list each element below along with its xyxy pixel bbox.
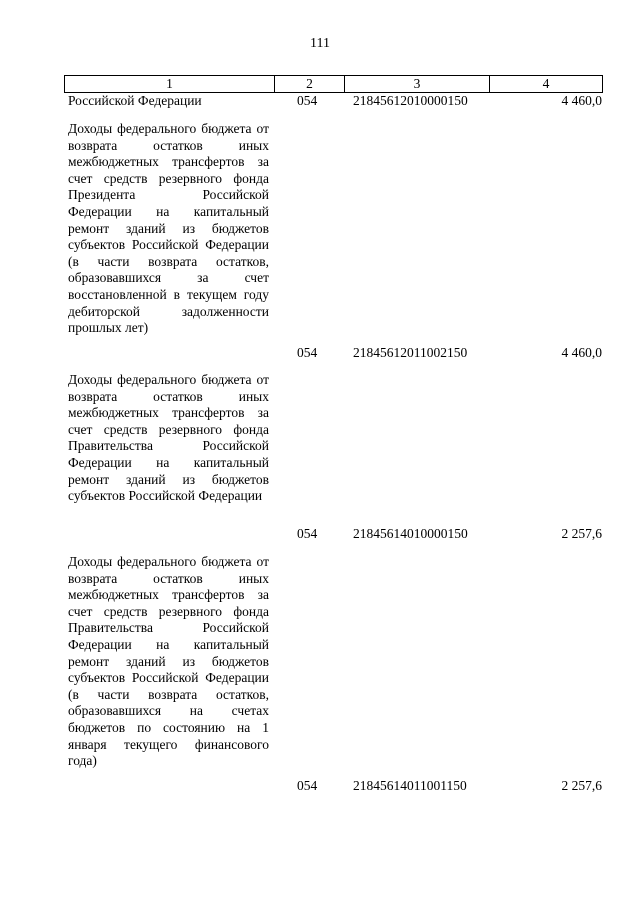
- row-description: Доходы федерального бюджета от возврата остатков иных межбюджетных трансфертов за счет средств резервного фонда Правительства Российской Федерации на капитальный ремонт зданий из бюджетов субъектов Российской Федерации (в части возврата остатков, образовавшихся на счетах бюджетов по состоянию на 1 января текущего финансового года): [68, 554, 269, 769]
- row-kbk-code: 21845614010000150: [353, 526, 468, 541]
- row-amount: 2 257,6: [561, 526, 602, 541]
- row-amount: 4 460,0: [561, 93, 602, 108]
- header-col-2: 2: [275, 76, 345, 92]
- header-col-1: 1: [65, 76, 275, 92]
- row-amount: 2 257,6: [561, 778, 602, 793]
- row-admin-code: 054: [297, 345, 318, 360]
- row-kbk-code: 21845612011002150: [353, 345, 468, 360]
- row-admin-code: 054: [297, 93, 318, 108]
- table-header: [64, 75, 603, 93]
- row-description: Доходы федерального бюджета от возврата остатков иных межбюджетных трансфертов за счет средств резервного фонда Президента Российской Федерации на капитальный ремонт зданий из бюджетов субъектов Российской Федерации (в части возврата остатков, образовавшихся за счет восстановленной в текущем году дебиторской задолженности прошлых лет): [68, 121, 269, 336]
- row-admin-code: 054: [297, 526, 318, 541]
- row-admin-code: 054: [297, 778, 318, 793]
- row-description: Доходы федерального бюджета от возврата остатков иных межбюджетных трансфертов за счет средств резервного фонда Правительства Российской Федерации на капитальный ремонт зданий из бюджетов субъектов Российской Федерации: [68, 372, 269, 504]
- page-number: 111: [310, 36, 330, 51]
- row-amount: 4 460,0: [561, 345, 602, 360]
- header-col-4: 4: [542, 76, 550, 91]
- row-kbk-code: 21845612010000150: [353, 93, 468, 108]
- header-col-3: 3: [345, 76, 490, 92]
- row-kbk-code: 21845614011001150: [353, 778, 467, 793]
- row-description: Российской Федерации: [68, 93, 202, 108]
